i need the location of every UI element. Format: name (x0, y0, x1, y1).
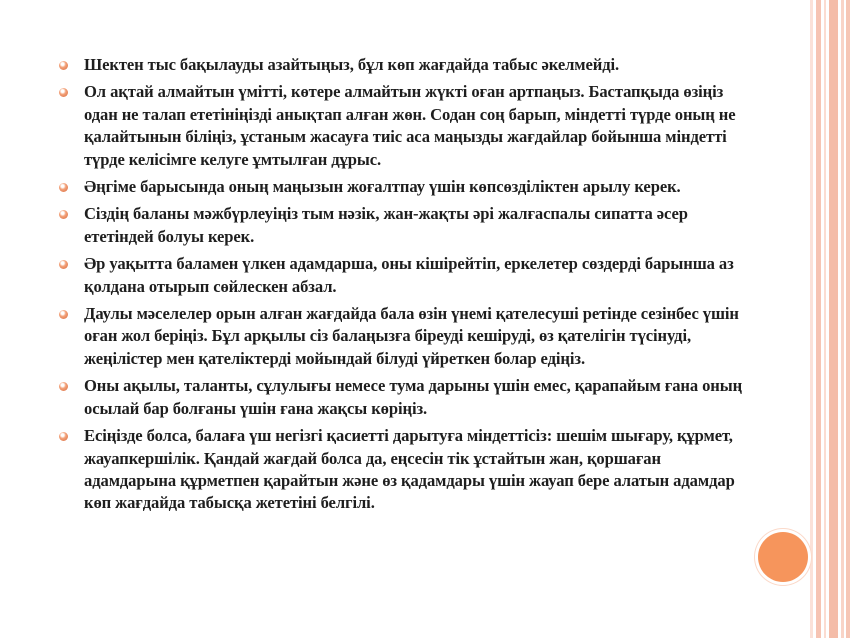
bullet-dot-icon (59, 183, 68, 192)
stripe (816, 0, 821, 638)
bullet-item (56, 303, 746, 370)
bullet-dot-icon (59, 210, 68, 219)
bullet-text: Ол ақтай алмайтын үмітті, көтере алмайтын жүкті оған артпаңыз. Бастапқыда өзіңіз одан не талап ететініңізді анықтап алған жөн. Содан соң барып, міндетті түрде оның не қалайтынын біліңіз, ұстаным жасауға тиіс аса маңызды жағдайлар бойынша міндетті түрде келісімге келуге ұмтылған дұрыс. (84, 82, 736, 169)
bullet-text: Әр уақытта баламен үлкен адамдарша, оны кішірейтіп, еркелетер сөздерді барынша аз қолдана отырып сөйлескен абзал. (84, 254, 734, 296)
bullet-item (56, 425, 746, 515)
bullet-dot-icon (59, 61, 68, 70)
stripe (846, 0, 850, 638)
stripe (841, 0, 844, 638)
bullet-item (56, 54, 746, 76)
bullet-dot-icon (59, 88, 68, 97)
bullet-item (56, 81, 746, 171)
bullet-text: Есіңізде болса, балаға үш негізгі қасиетті дарытуға міндеттісіз: шешім шығару, құрмет, жауапкершілік. Қандай жағдай болса да, еңсесін тік ұстайтын жан, қоршаған адамдарына құрметпен қарайтын және өз қадамдары үшін жауап бере алатын адамдар көп жағдайда табысқа жететіні белгілі. (84, 426, 735, 513)
bullet-item (56, 253, 746, 298)
bullet-dot-icon (59, 382, 68, 391)
bullet-text: Әңгіме барысында оның маңызын жоғалтпау үшін көпсөзділіктен арылу керек. (84, 177, 681, 197)
bullet-list (56, 54, 746, 520)
bullet-text: Даулы мәселелер орын алған жағдайда бала өзін үнемі қателесуші ретінде сезінбес үшін оған жол беріңіз. Бұл арқылы сіз балаңызға біреуді кешіруді, өз қателігін түсінуді, жеңілістер мен қателіктерді мойындай білуді үйреткен болар едіңіз. (84, 304, 739, 368)
stripe (829, 0, 838, 638)
bullet-text: Шектен тыс бақылауды азайтыңыз, бұл көп жағдайда табыс әкелмейді. (84, 55, 620, 74)
decorative-circle (758, 532, 808, 582)
decorative-stripes (810, 0, 850, 638)
stripe (810, 0, 813, 638)
bullet-text: Оны ақылы, таланты, сұлулығы немесе тума дарыны үшін емес, қарапайым ғана оның осылай бар болғаны үшін ғана жақсы көріңіз. (84, 376, 743, 418)
bullet-dot-icon (59, 310, 68, 319)
bullet-text: Сіздің баланы мәжбүрлеуіңіз тым нәзік, жан-жақты әрі жалғаспалы сипатта әсер ететіндей болуы керек. (84, 204, 688, 246)
stripe (824, 0, 826, 638)
bullet-dot-icon (59, 432, 68, 441)
bullet-item (56, 375, 746, 420)
bullet-item (56, 176, 746, 198)
bullet-dot-icon (59, 260, 68, 269)
bullet-item (56, 203, 746, 248)
